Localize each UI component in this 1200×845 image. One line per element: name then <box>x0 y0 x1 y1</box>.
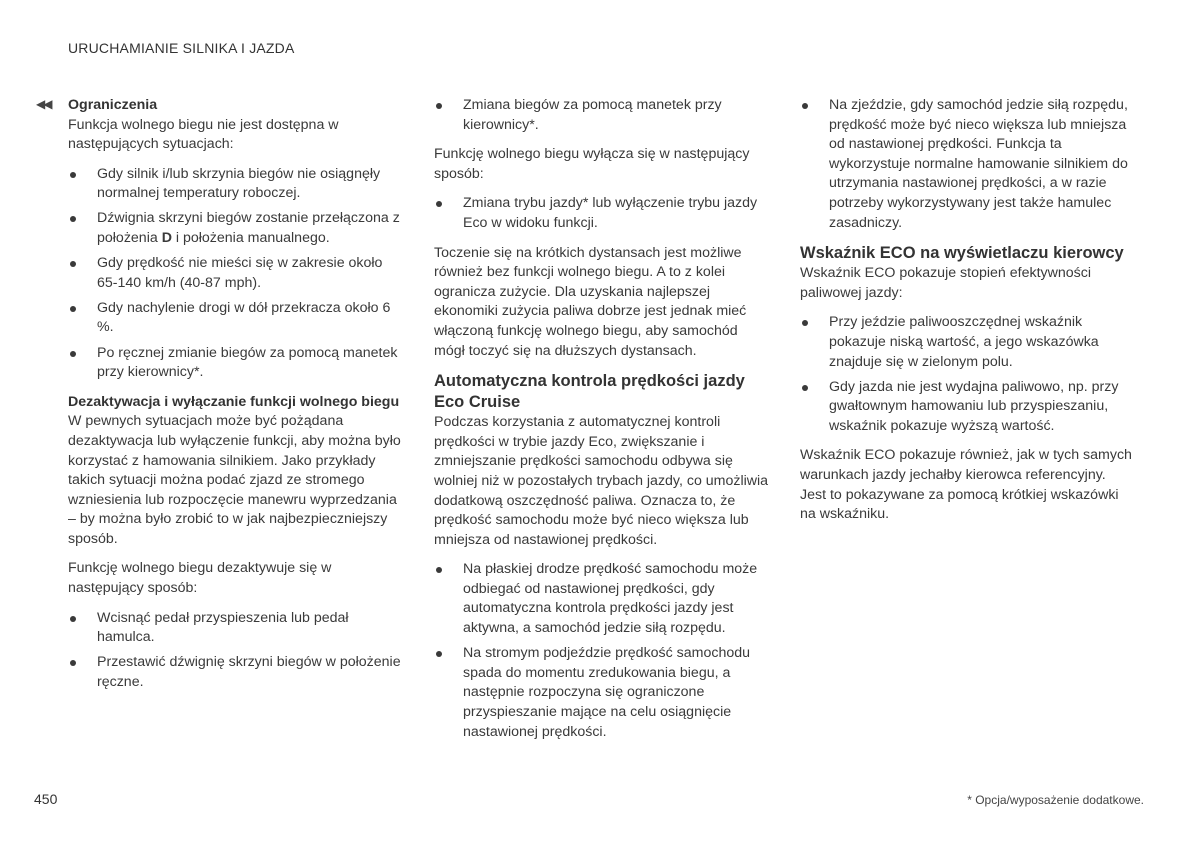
heading-eco-cruise: Automatyczna kontrola prędkości jazdy Eco Cruise <box>434 372 745 412</box>
list-item <box>68 653 403 692</box>
heading-eco-indicator: Wskaźnik ECO na wyświetlaczu kierowcy <box>800 244 1124 263</box>
list-item <box>68 609 403 648</box>
heading-dezaktywacja: Dezaktywacja i wyłączanie funkcji wolnego biegu <box>68 393 400 410</box>
list-item-text: Na płaskiej drodze prędkość samochodu może odbiegać od nastawionej prędkości, gdy automatyczna kontrola prędkości jazdy jest aktywna, a samochód jedzie siłą rozpędu. <box>463 561 758 637</box>
bullet-icon <box>802 385 808 391</box>
list-item <box>68 209 403 248</box>
list-item <box>68 165 403 204</box>
list-item-text: Przy jeździe paliwooszczędnej wskaźnik pokazuje niską wartość, a jego wskazówka znajduje się w zielonym polu. <box>829 314 1099 370</box>
bullet-icon <box>70 172 76 178</box>
paragraph: Funkcja wolnego biegu nie jest dostępna w następujących sytuacjach: <box>68 116 339 153</box>
list-item <box>68 254 403 293</box>
column-3 <box>800 96 1135 535</box>
column-2 <box>434 96 769 752</box>
paragraph: Funkcję wolnego biegu wyłącza się w następujący sposób: <box>434 146 750 182</box>
bullet-icon <box>70 351 76 357</box>
list-item-text: Gdy jazda nie jest wydajna paliwowo, np. przy gwałtownym hamowaniu lub przyspieszaniu, wskaźnik pokazuje wyższą wartość. <box>829 378 1119 434</box>
continued-arrows-icon: ◀◀ <box>36 97 51 111</box>
list-item-text: Wcisnąć pedał przyspieszenia lub pedał hamulca. <box>97 609 349 646</box>
bullet-list <box>434 194 769 233</box>
paragraph: Wskaźnik ECO pokazuje stopień efektywności paliwowej jazdy: <box>800 265 1091 301</box>
list-item <box>68 344 403 383</box>
bullet-icon <box>436 651 442 657</box>
column-1 <box>68 96 403 703</box>
list-item-text: Na zjeździe, gdy samochód jedzie siłą rozpędu, prędkość może być nieco większa lub mniejsza od nastawionej prędkości. Funkcja ta wykorzystuje normalne hamowanie silnikiem do utrzymania nastawionej prędkości, a w razie potrzeby wykorzystywany jest także hamulec zasadniczy. <box>829 97 1128 231</box>
list-item <box>800 378 1135 437</box>
paragraph: Funkcję wolnego biegu dezaktywuje się w następujący sposób: <box>68 560 332 597</box>
list-item-text: Gdy nachylenie drogi w dół przekracza około 6 %. <box>97 299 391 336</box>
list-item-text: Zmiana biegów za pomocą manetek przy kierownicy*. <box>463 97 722 133</box>
bullet-list <box>800 96 1135 233</box>
list-item <box>434 560 769 638</box>
list-item <box>800 96 1135 233</box>
footnote: * Opcja/wyposażenie dodatkowe. <box>967 793 1144 807</box>
paragraph: Wskaźnik ECO pokazuje również, jak w tych samych warunkach jazdy jechałby kierowca referencyjny. Jest to pokazywane za pomocą krótkiej wskazówki na wskaźniku. <box>800 447 1132 523</box>
bullet-list <box>68 165 403 383</box>
bullet-icon <box>70 616 76 622</box>
bullet-list <box>434 96 769 135</box>
bullet-icon <box>436 201 442 207</box>
list-item <box>68 299 403 338</box>
bullet-icon <box>802 320 808 326</box>
bullet-list <box>800 313 1135 436</box>
list-item-text: Gdy silnik i/lub skrzynia biegów nie osiągnęły normalnej temperatury roboczej. <box>97 165 381 202</box>
list-item <box>434 194 769 233</box>
list-item <box>800 313 1135 372</box>
bullet-icon <box>70 660 76 666</box>
heading-ograniczenia: Ograniczenia <box>68 97 158 113</box>
bullet-icon <box>436 567 442 573</box>
page-number: 450 <box>34 791 58 807</box>
list-item <box>434 96 769 135</box>
bullet-icon <box>70 216 76 222</box>
bullet-icon <box>436 103 442 109</box>
list-item-text: Przestawić dźwignię skrzyni biegów w położenie ręczne. <box>97 654 401 690</box>
list-item-text: Zmiana trybu jazdy* lub wyłączenie trybu jazdy Eco w widoku funkcji. <box>463 195 758 231</box>
list-item-text: Gdy prędkość nie mieści się w zakresie około 65-140 km/h (40-87 mph). <box>97 255 383 291</box>
bullet-icon <box>70 261 76 267</box>
page-header: URUCHAMIANIE SILNIKA I JAZDA <box>68 40 295 56</box>
paragraph: W pewnych sytuacjach może być pożądana dezaktywacja lub wyłączenie funkcji, aby można było korzystać z hamowania silnikiem. Jako przykłady takich sytuacji można podać zjazd ze stromego wzniesienia lub rozpoczęcie manewru wyprzedzania – by można było zrobić to w jak najbezpieczniejszy sposób. <box>68 413 401 547</box>
bullet-icon <box>802 103 808 109</box>
paragraph: Toczenie się na krótkich dystansach jest możliwe również bez funkcji wolnego biegu. A to z kolei ogranicza zużycie. Dla uzyskania najlepszej ekonomiki zużycia paliwa dobrze jest jednak mieć włączoną funkcję wolnego biegu, aby samochód mógł toczyć się na dłuższych dystansach. <box>434 244 747 359</box>
list-item-text: Na stromym podjeździe prędkość samochodu spada do momentu zredukowania biegu, a następnie rozpoczyna się ograniczone przyspieszanie mające na celu osiągnięcie nastawionej prędkości. <box>463 645 751 740</box>
bullet-icon <box>70 306 76 312</box>
paragraph: Podczas korzystania z automatycznej kontroli prędkości w trybie jazdy Eco, zwiększanie i zmniejszanie prędkości samochodu odbywa się wolniej niż w pozostałych trybach jazdy, co umożliwia dodatkową oszczędność paliwa. Oznacza to, że prędkość samochodu może być nieco większa lub mniejsza od nastawionej prędkości. <box>434 414 769 548</box>
list-item-text: Dźwignia skrzyni biegów zostanie przełączona z położenia D i położenia manualnego. <box>97 210 400 247</box>
list-item-text: Po ręcznej zmianie biegów za pomocą manetek przy kierownicy*. <box>97 344 398 381</box>
bullet-list <box>434 560 769 742</box>
bullet-list <box>68 609 403 693</box>
list-item <box>434 644 769 742</box>
